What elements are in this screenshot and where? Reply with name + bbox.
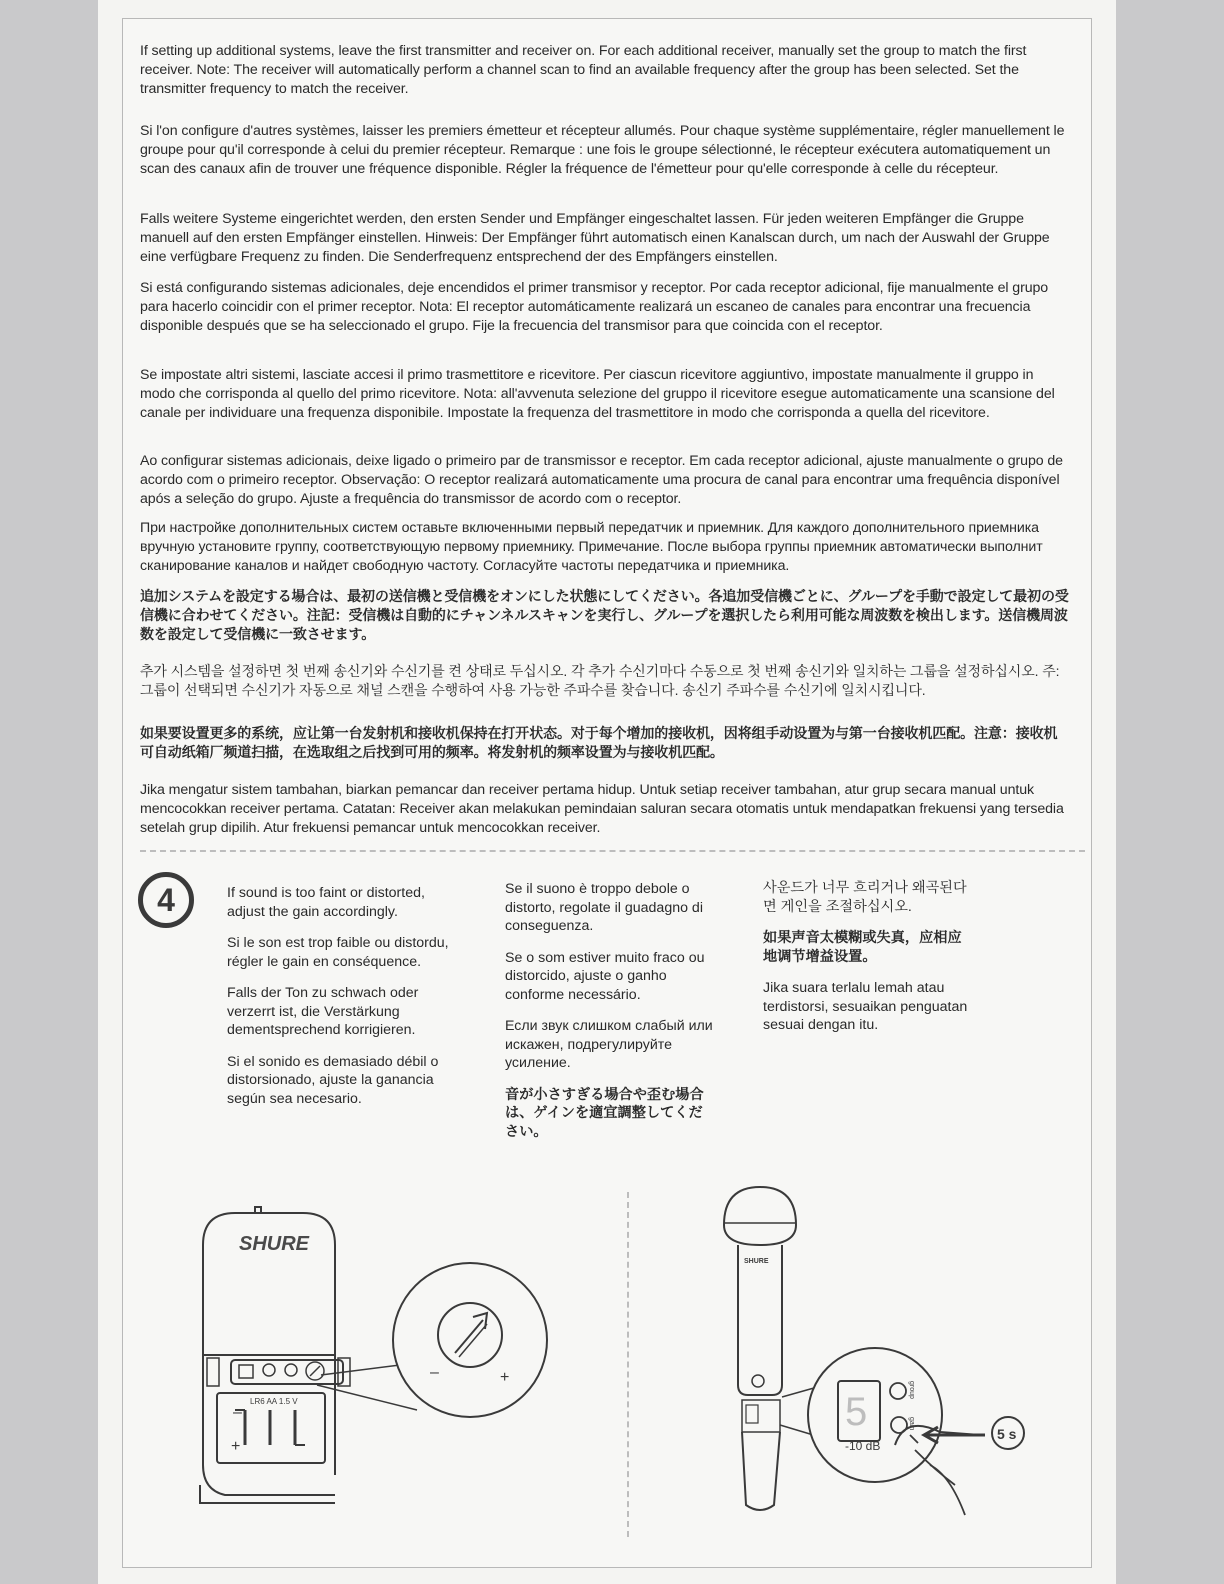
step-text-de: Falls der Ton zu schwach oder verzerrt ist, die Verstärkung dementsprechend korrigieren. bbox=[227, 985, 419, 1038]
gain-plus-label: + bbox=[500, 1369, 510, 1386]
step-text-fr: Si le son est trop faible ou distordu, régler le gain en conséquence. bbox=[227, 935, 449, 970]
step-column-1 bbox=[227, 884, 457, 1121]
step-text-ja: 音が小さすぎる場合や歪む場合は、ゲインを適宜調整してください。 bbox=[505, 1086, 704, 1140]
step-text-it: Se il suono è troppo debole o distorto, regolate il guadagno di conseguenza. bbox=[505, 881, 703, 934]
step-number-badge: 4 bbox=[138, 872, 194, 928]
plus-sign: + bbox=[231, 1438, 241, 1455]
gain-value-label: -10 dB bbox=[845, 1439, 881, 1453]
gain-button-label: gain bbox=[908, 1417, 915, 1431]
step-text-es: Si el sonido es demasiado débil o distorsionado, ajuste la ganancia según sea necesario. bbox=[227, 1053, 439, 1107]
minus-sign: – bbox=[233, 1404, 242, 1421]
transmitter-brand-logo: SHURE bbox=[239, 1233, 310, 1255]
step-column-3 bbox=[763, 879, 973, 1048]
paragraph-de: Falls weitere Systeme eingerichtet werden, den ersten Sender und Empfänger eingeschaltet lassen. Für jeden weiteren Empfänger die Gruppe manuell auf den ersten Empfänger einstellen. Hinweis: Der Empfänger führt automatisch einen Kanalscan durch, um nach der Auswahl der Gruppe eine verfügbare Frequenz zu finden. Die Senderfrequenz entsprechend der des Empfängers einstellen. bbox=[140, 211, 1050, 265]
handheld-microphone-illustration bbox=[700, 1185, 1050, 1530]
display-digit: 5 bbox=[845, 1390, 868, 1434]
battery-label: LR6 AA 1.5 V bbox=[250, 1397, 298, 1406]
step-text-pt: Se o som estiver muito fraco ou distorcido, ajuste o ganho conforme necessário. bbox=[505, 949, 705, 1003]
paragraph-fr: Si l'on configure d'autres systèmes, laisser les premiers émetteur et récepteur allumés. Pour chaque système supplémentaire, régler manuellement le groupe pour qu'il corresponde à celui du premier récepteur. Remarque : une fois le groupe sélectionné, le récepteur exécutera automatiquement un scan des canaux afin de trouver une fréquence disponible. Régler la fréquence de l'émetteur pour qu'elle corresponde à celle du récepteur. bbox=[140, 123, 1065, 177]
paragraph-zh: 如果要设置更多的系统，应让第一台发射机和接收机保持在打开状态。对于每个增加的接收机，因将组手动设置为与第一台接收机匹配。注意：接收机可自动纸箱厂频道扫描，在选取组之后找到可用的频率。将发射机的频率设置为与接收机匹配。 bbox=[140, 725, 1058, 760]
step-text-ru: Если звук слишком слабый или искажен, подрегулируйте усиление. bbox=[505, 1018, 713, 1071]
paragraph-ko: 추가 시스템을 설정하면 첫 번째 송신기와 수신기를 켠 상태로 두십시오. 각 추가 수신기마다 수동으로 첫 번째 송신기와 일치하는 그룹을 설정하십시오. 주: 그룹이 선택되면 수신기가 자동으로 채널 스캔을 수행하여 사용 가능한 주파수를 찾습니다. 송신기 주파수를 수신기에 일치시킵니다. bbox=[140, 663, 1060, 698]
step-text-zh: 如果声音太模糊或失真，应相应地调节增益设置。 bbox=[763, 930, 962, 965]
group-button-label: group bbox=[908, 1381, 915, 1399]
step-column-2 bbox=[505, 880, 715, 1154]
illustration-divider bbox=[627, 1192, 629, 1537]
paragraph-id: Jika mengatur sistem tambahan, biarkan pemancar dan receiver pertama hidup. Untuk setiap receiver tambahan, atur grup secara manual untuk mencocokkan receiver pertama. Catatan: Receiver akan melakukan pemindaian saluran secara otomatis untuk mendapatkan frekuensi yang tersedia setelah grup dipilih. Atur frekuensi pemancar untuk mencocokkan receiver. bbox=[140, 782, 1064, 836]
paragraph-es: Si está configurando sistemas adicionales, deje encendidos el primer transmisor y receptor. Por cada receptor adicional, fije manualmente el grupo para hacerlo coincidir con el primer receptor. Nota: El receptor automáticamente realizará un escaneo de canales para encontrar una frecuencia disponible después que se ha seleccionado el grupo. Fije la frecuencia del transmisor para que coincida con el receptor. bbox=[140, 280, 1049, 334]
paragraph-pt: Ao configurar sistemas adicionais, deixe ligado o primeiro par de transmissor e receptor. Em cada receptor adicional, ajuste manualmente o grupo de acordo com o primeiro receptor. Observação: O receptor realizará automaticamente uma procura de canal para encontrar uma frequência disponível após a seleção do grupo. Ajuste a frequência do transmissor de acordo com o receptor. bbox=[140, 453, 1063, 507]
bodypack-transmitter-illustration bbox=[195, 1205, 565, 1515]
microphone-brand-logo: SHURE bbox=[744, 1258, 769, 1265]
paragraph-ja: 追加システムを設定する場合は、最初の送信機と受信機をオンにした状態にしてください。各追加受信機ごとに、グループを手動で設定して最初の受信機に合わせてください。注記：受信機は自動的にチャンネルスキャンを実行し、グループを選択したら利用可能な周波数を検出します。送信機周波数を設定して受信機に一致させます。 bbox=[140, 588, 1069, 642]
step-text-en: If sound is too faint or distorted, adjust the gain accordingly. bbox=[227, 885, 425, 920]
step-text-id: Jika suara terlalu lemah atau terdistorsi, sesuaikan penguatan sesuai dengan itu. bbox=[763, 980, 968, 1033]
paragraph-en: If setting up additional systems, leave the first transmitter and receiver on. For each additional receiver, manually set the group to match the first receiver. Note: The receiver will automatically perform a channel scan to find an available frequency after the group has been selected. Set the transmitter frequency to match the receiver. bbox=[140, 43, 1027, 97]
paragraph-ru: При настройке дополнительных систем оставьте включенными первый передатчик и приемник. Для каждого дополнительного приемника вручную установите группу, соответствующую первому приемнику. Примечание. После выбора группы приемник автоматически выполнит сканирование каналов и найдет свободную частоту. Согласуйте частоты передатчика и приемника. bbox=[140, 520, 1043, 574]
step-text-ko: 사운드가 너무 흐리거나 왜곡된다면 게인을 조절하십시오. bbox=[763, 880, 967, 915]
hold-time-label: 5 s bbox=[997, 1426, 1017, 1442]
section-divider bbox=[140, 850, 1085, 852]
paragraph-it: Se impostate altri sistemi, lasciate accesi il primo trasmettitore e ricevitore. Per ciascun ricevitore aggiuntivo, impostate manualmente il gruppo in modo che corrisponda al quello del primo ricevitore. Nota: all'avvenuta selezione del gruppo il ricevitore esegue automaticamente una scansione del canale per individuare una frequenza disponibile. Impostate la frequenza del trasmettitore in modo che corrisponda a quella del ricevitore. bbox=[140, 367, 1055, 421]
gain-minus-label: – bbox=[430, 1364, 439, 1381]
